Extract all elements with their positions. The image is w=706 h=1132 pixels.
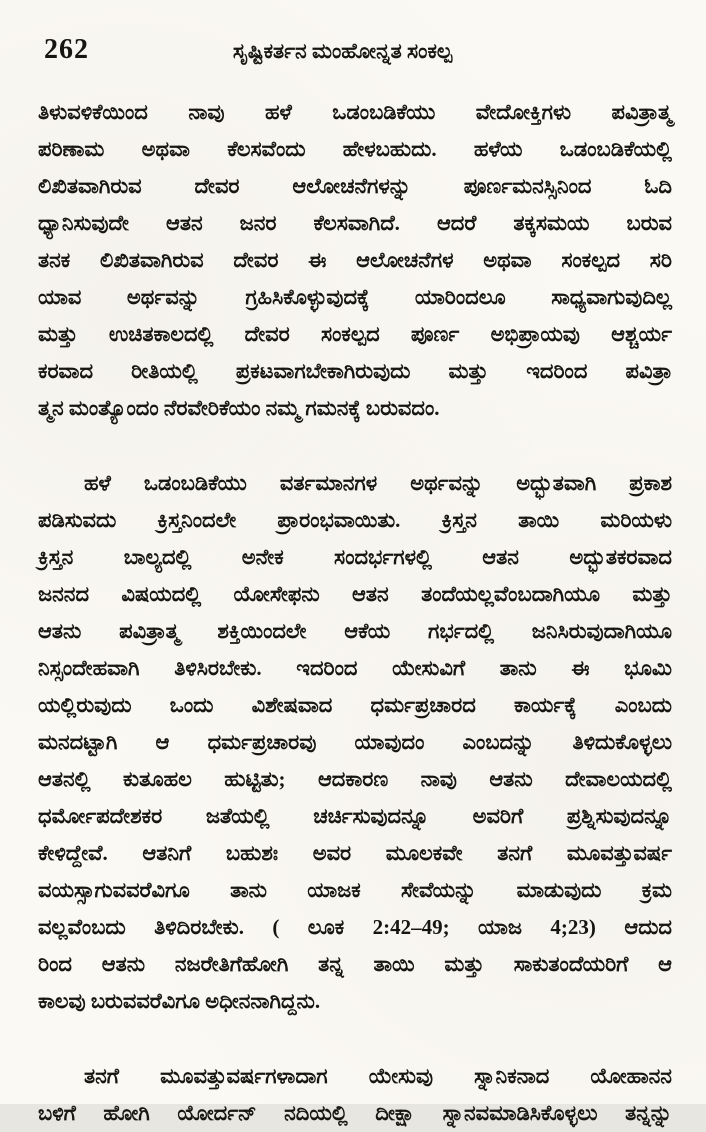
text-line: ಪರಿಣಾಮ ಅಥವಾ ಕೆಲಸವೆಂದು ಹೇಳಬಹುದು. ಹಳೆಯ ಒಡಂಬಡಿಕೆಯಲ್ಲಿ bbox=[38, 137, 672, 161]
text-line: ಯಾವ ಅರ್ಥವನ್ನು ಗ್ರಹಿಸಿಕೊಳ್ಳುವುದಕ್ಕೆ ಯಾರಿಂದಲೂ ಸಾಧ್ಯವಾಗುವುದಿಲ್ಲ bbox=[38, 285, 672, 309]
text-line: ಮನದಟ್ಟಾಗಿ ಆ ಧರ್ಮಪ್ರಚಾರವು ಯಾವುದಂ ಎಂಬದನ್ನು ತಿಳಿದುಕೊಳ್ಳಲು bbox=[38, 730, 672, 754]
page-number: 262 bbox=[44, 34, 89, 65]
text-line: ನಿಸ್ಸಂದೇಹವಾಗಿ ತಿಳಿಸಿರಬೇಕು. ಇದರಿಂದ ಯೇಸುವಿಗೆ ತಾನು ಈ ಭೂಮಿ bbox=[38, 656, 672, 680]
text-line: ಯಲ್ಲಿರುವುದು ಒಂದು ವಿಶೇಷವಾದ ಧರ್ಮಪ್ರಚಾರದ ಕಾರ್ಯಕ್ಕೆ ಎಂಬದು bbox=[38, 693, 672, 717]
text-block bbox=[0, 94, 706, 1132]
text-line: ವಯಸ್ಸಾಗುವವರೆವಿಗೂ ತಾನು ಯಾಜಕ ಸೇವೆಯನ್ನು ಮಾಡುವುದು ಕ್ರಮ bbox=[38, 878, 672, 902]
text-line: ಧರ್ಮೋಪದೇಶಕರ ಜತೆಯಲ್ಲಿ ಚರ್ಚಿಸುವುದನ್ನೂ ಅವರಿಗೆ ಪ್ರಶ್ನಿಸುವುದನ್ನೂ bbox=[38, 804, 672, 828]
text-line: ಕೇಳಿದ್ದೇವೆ. ಆತನಿಗೆ ಬಹುಶಃ ಅವರ ಮೂಲಕವೇ ತನಗೆ ಮೂವತ್ತುವರ್ಷ bbox=[38, 841, 672, 865]
paragraph bbox=[38, 465, 672, 1020]
text-line: ಪಡಿಸುವದು ಕ್ರಿಸ್ತನಿಂದಲೇ ಪ್ರಾರಂಭವಾಯಿತು. ಕ್ರಿಸ್ತನ ತಾಯಿ ಮರಿಯಳು bbox=[38, 508, 672, 532]
paragraph bbox=[38, 94, 672, 427]
text-line: ಜನನದ ವಿಷಯದಲ್ಲಿ ಯೋಸೇಫನು ಆತನ ತಂದೆಯಲ್ಲವೆಂಬದಾಗಿಯೂ ಮತ್ತು bbox=[38, 582, 672, 606]
page-header bbox=[0, 0, 706, 66]
running-title: ಸೃಷ್ಟಿಕರ್ತನ ಮಂಹೋನ್ನತ ಸಂಕಲ್ಪ bbox=[232, 39, 453, 63]
text-line: ತನಗೆ ಮೂವತ್ತುವರ್ಷಗಳಾದಾಗ ಯೇಸುವು ಸ್ನಾನಿಕನಾದ ಯೋಹಾನನ bbox=[84, 1064, 672, 1088]
paragraph bbox=[38, 1058, 672, 1132]
text-line: ಲಿಖಿತವಾಗಿರುವ ದೇವರ ಆಲೋಚನೆಗಳನ್ನು ಪೂರ್ಣಮನಸ್ಸಿನಿಂದ ಓದಿ bbox=[38, 174, 672, 198]
text-line: ತನಕ ಲಿಖಿತವಾಗಿರುವ ದೇವರ ಈ ಆಲೋಚನೆಗಳ ಅಥವಾ ಸಂಕಲ್ಪದ ಸರಿ bbox=[38, 248, 672, 272]
text-line: ಧ್ಯಾನಿಸುವುದೇ ಆತನ ಜನರ ಕೆಲಸವಾಗಿದೆ. ಆದರೆ ತಕ್ಕಸಮಯ ಬರುವ bbox=[38, 211, 672, 235]
text-line: ತಿಳುವಳಿಕೆಯಿಂದ ನಾವು ಹಳೆ ಒಡಂಬಡಿಕೆಯು ವೇದೋಕ್ತಿಗಳು ಪವಿತ್ರಾತ್ಮ bbox=[38, 100, 672, 124]
text-line: ಕಾಲವು ಬರುವವರೆವಿಗೂ ಅಧೀನನಾಗಿದ್ದನು. bbox=[38, 989, 321, 1013]
text-line: ಆತನಲ್ಲಿ ಕುತೂಹಲ ಹುಟ್ಟಿತು; ಆದಕಾರಣ ನಾವು ಆತನು ದೇವಾಲಯದಲ್ಲಿ bbox=[38, 767, 672, 791]
text-line: ರಿಂದ ಆತನು ನಜರೇತಿಗೆಹೋಗಿ ತನ್ನ ತಾಯಿ ಮತ್ತು ಸಾಕುತಂದೆಯರಿಗೆ ಆ bbox=[38, 952, 672, 976]
text-line: ಕರವಾದ ರೀತಿಯಲ್ಲಿ ಪ್ರಕಟವಾಗಬೇಕಾಗಿರುವುದು ಮತ್ತು ಇದರಿಂದ ಪವಿತ್ರಾ bbox=[38, 359, 672, 383]
text-line: ಬಳಿಗೆ ಹೋಗಿ ಯೋರ್ದನ್ ನದಿಯಲ್ಲಿ ದೀಕ್ಷಾ ಸ್ನಾನವಮಾಡಿಸಿಕೊಳ್ಳಲು ತನ್ನನ್ನು bbox=[38, 1101, 672, 1125]
text-line: ಕ್ರಿಸ್ತನ ಬಾಲ್ಯದಲ್ಲಿ ಅನೇಕ ಸಂದರ್ಭಗಳಲ್ಲಿ ಆತನ ಅದ್ಭುತಕರವಾದ bbox=[38, 545, 672, 569]
text-line: ಹಳೆ ಒಡಂಬಡಿಕೆಯು ವರ್ತಮಾನಗಳ ಅರ್ಥವನ್ನು ಅದ್ಭುತವಾಗಿ ಪ್ರಕಾಶ bbox=[84, 471, 672, 495]
text-line: ವಲ್ಲವೆಂಬದು ತಿಳಿದಿರಬೇಕು. ( ಲೂಕ 2:42–49; ಯಾಜ 4;23) ಆದುದ bbox=[38, 915, 672, 939]
text-line: ಮತ್ತು ಉಚಿತಕಾಲದಲ್ಲಿ ದೇವರ ಸಂಕಲ್ಪದ ಪೂರ್ಣ ಅಭಿಪ್ರಾಯವು ಆಶ್ಚರ್ಯ bbox=[38, 322, 672, 346]
text-line: ಆತನು ಪವಿತ್ರಾತ್ಮ ಶಕ್ತಿಯಿಂದಲೇ ಆಕೆಯ ಗರ್ಭದಲ್ಲಿ ಜನಿಸಿರುವುದಾಗಿಯೂ bbox=[38, 619, 672, 643]
text-line: ತ್ಮನ ಮಂತ್ಯೊಂದಂ ನೆರವೇರಿಕೆಯಂ ನಮ್ಮ ಗಮನಕ್ಕೆ ಬರುವದಂ. bbox=[38, 396, 440, 420]
